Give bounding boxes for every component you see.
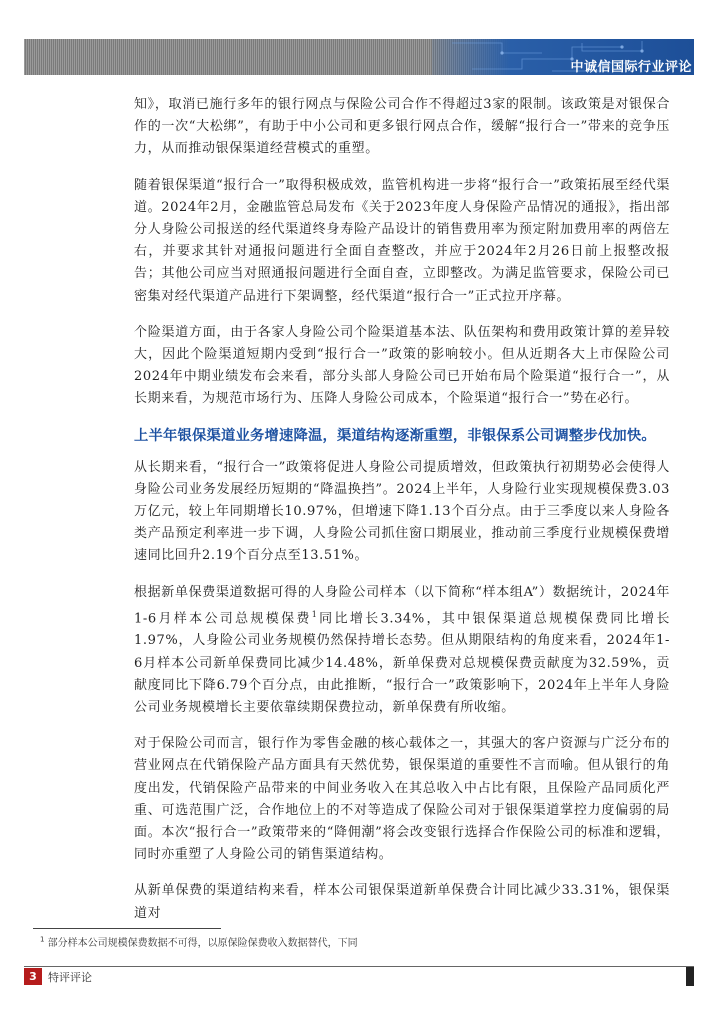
paragraph: 从新单保费的渠道结构来看，样本公司银保渠道新单保费合计同比减少33.31%，银保渠道对 <box>134 883 670 921</box>
paragraph: 个险渠道方面，由于各家人身险公司个险渠道基本法、队伍架构和费用政策计算的差异较大，因此个险渠道短期内受到“报行合一”政策的影响较小。但从近期各大上市保险公司2024年中期业绩发布会来看，部分头部人身险公司已开始布局个险渠道“报行合一”，从长期来看，为规范市场行为、压降人身险公司成本，个险渠道“报行合一”势在必行。 <box>134 324 670 407</box>
footnote-reference[interactable]: 1 <box>311 609 318 619</box>
footer-divider <box>24 966 694 967</box>
footnote-text: 部分样本公司规模保费数据不可得，以原保险保费收入数据替代，下同 <box>47 938 358 949</box>
section-heading: 上半年银保渠道业务增速降温，渠道结构逐渐重塑，非银保系公司调整步伐加快。 <box>134 427 656 444</box>
header-band <box>24 39 694 75</box>
paragraph-text: 根据新单保费渠道数据可得的人身险公司样本（以下简称“样本组A”）数据统计，2024年1-6月样本公司总规模保费 <box>134 584 670 627</box>
footnote-marker: 1 <box>40 935 45 944</box>
paragraph: 对于保险公司而言，银行作为零售金融的核心载体之一，其强大的客户资源与广泛分布的营业网点在代销保险产品方面具有天然优势，银保渠道的重要性不言而喻。但从银行的角度出发，代销保险产品带来的中间业务收入在其总收入中占比有限，且保险产品同质化严重、可选范围广泛，合作地位上的不对等造成了保险公司对于银保渠道掌控力度偏弱的局面。本次“报行合一”政策带来的“降佣潮”将会改变银行选择合作保险公司的标准和逻辑，同时亦重塑了人身险公司的销售渠道结构。 <box>134 736 670 863</box>
footnote <box>40 934 358 949</box>
footer-bar <box>686 967 694 986</box>
footnote-divider <box>33 928 221 929</box>
paragraph-text: 同比增长3.34%，其中银保渠道总规模保费同比增长1.97%，人身险公司业务规模仍然保持增长态势。但从期限结构的角度来看，2024年1-6月样本公司新单保费同比减少14.48%，新单保费对总规模保费贡献度为32.59%，贡献度同比下降6.79个百分点，由此推断，“报行合一”政策影响下，2024年上半年人身险公司业务规模增长主要依靠续期保费拉动，新单保费有所收缩。 <box>134 611 670 715</box>
article-body <box>134 94 670 939</box>
paragraph <box>134 582 670 720</box>
paragraph: 随着银保渠道“报行合一”取得积极成效，监管机构进一步将“报行合一”政策拓展至经代渠道。2024年2月，金融监管总局发布《关于2023年度人身保险产品情况的通报》，指出部分人身险公司报送的经代渠道终身寿险产品设计的销售费用率为预定附加费用率的两倍左右，并要求其针对通报问题进行全面自查整改，并应于2024年2月26日前上报整改报告；其他公司应当对照通报问题进行全面自查，立即整改。为满足监管要求，保险公司已密集对经代渠道产品进行下架调整，经代渠道“报行合一”正式拉开序幕。 <box>134 177 670 304</box>
footer-label: 特评评论 <box>48 971 92 984</box>
paragraph: 知》，取消已施行多年的银行网点与保险公司合作不得超过3家的限制。该政策是对银保合作的一次“大松绑”，有助于中小公司和更多银行网点合作，缓解“报行合一”带来的竞争压力，从而推动银保渠道经营模式的重塑。 <box>134 97 670 157</box>
header-title: 中诚信国际行业评论 <box>570 60 692 75</box>
page-number-badge: 3 <box>24 968 42 985</box>
header-banner <box>432 39 694 75</box>
paragraph: 从长期来看，“报行合一”政策将促进人身险公司提质增效，但政策执行初期势必会使得人身险公司业务发展经历短期的“降温换挡”。2024上半年，人身险行业实现规模保费3.03万亿元，较上年同期增长10.97%，但增速下降1.13个百分点。由于三季度以来人身险各类产品预定利率进一步下调，人身险公司抓住窗口期展业，推动前三季度行业规模保费增速同比回升2.19个百分点至13.51%。 <box>134 459 670 564</box>
